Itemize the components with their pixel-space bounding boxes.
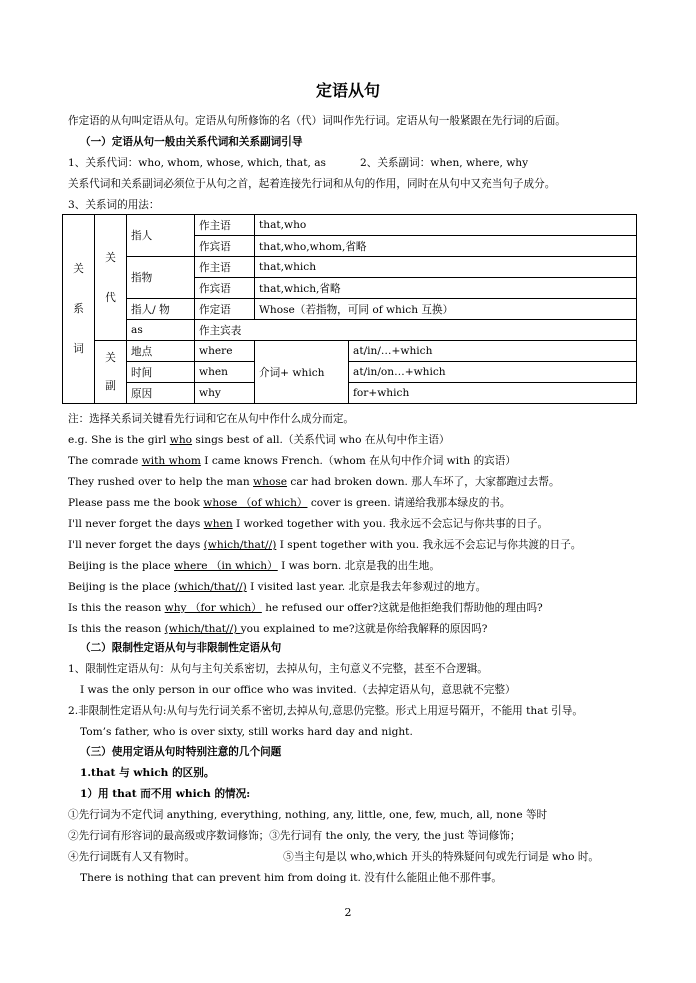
table-cell: that,who — [255, 215, 637, 236]
table-cell: 指人 — [127, 215, 195, 257]
table-cell: 原因 — [127, 383, 195, 404]
nonrestrictive-example: Tom’s father, who is over sixty, still works hard day and night. — [80, 726, 413, 738]
table-cell: Whose（若指物，可同 of which 互换） — [255, 299, 637, 320]
table-cell: that,which,省略 — [255, 278, 637, 299]
restrictive-clause-text: 1、限制性定语从句：从句与主句关系密切，去掉从句，主句意义不完整，甚至不合逻辑。 — [68, 663, 488, 675]
rule-item-line — [68, 850, 599, 864]
rule-item: ③先行词有 the only, the very, the just 等词修饰； — [269, 830, 521, 842]
section-heading-1: （一）定语从句一般由关系代词和关系副词引导 — [80, 136, 303, 148]
page-number: 2 — [344, 906, 352, 919]
rule-item: ⑤当主句是以 who,which 开头的特殊疑问句或先行词是 who 时。 — [283, 851, 600, 863]
table-cell: 指人/ 物 — [127, 299, 195, 320]
table-cell: as — [127, 320, 195, 341]
table-cell: 作宾语 — [195, 278, 255, 299]
restrictive-example: I was the only person in our office who was invited.（去掉定语从句，意思就不完整） — [80, 684, 516, 696]
relative-role-text: 关系代词和关系副词必须位于从句之首，起着连接先行词和从句的作用，同时在从句中又充当句子成分。 — [68, 178, 556, 190]
relative-pronouns: 1、关系代词：who, whom, whose, which, that, as — [68, 157, 326, 169]
table-row — [63, 257, 637, 278]
nonrestrictive-clause-text: 2.非限制性定语从句:从句与先行词关系不密切,去掉从句,意思仍完整。形式上用逗号隔开，不能用 that 引导。 — [68, 705, 583, 717]
relative-words-table — [62, 214, 637, 404]
table-cell: 作主宾表 — [195, 320, 637, 341]
group-relative-pronouns: 关 代 — [95, 215, 127, 341]
example-sentence: e.g. She is the girl who sings best of all.（关系代词 who 在从句中作主语） — [68, 434, 450, 446]
example-sentence: They rushed over to help the man whose car had broken down. 那人车坏了，大家都跑过去帮。 — [68, 476, 560, 488]
example-sentence: Please pass me the book whose （of which） cover is green. 请递给我那本绿皮的书。 — [68, 497, 511, 509]
rule-item-line — [68, 829, 520, 843]
section-heading-2: （二）限制性定语从句与非限制性定语从句 — [80, 642, 282, 654]
table-row — [63, 299, 637, 320]
example-sentence: I'll never forget the days when I worked together with you. 我永远不会忘记与你共事的日子。 — [68, 518, 549, 530]
table-row — [63, 383, 637, 404]
page-title: 定语从句 — [315, 81, 380, 100]
subheading-that-which: 1.that 与 which 的区别。 — [80, 767, 215, 779]
note-text: 注：选择关系词关键看先行词和它在从句中作什么成分而定。 — [68, 413, 355, 425]
table-cell: 时间 — [127, 362, 195, 383]
example-sentence: Is this the reason why （for which） he refused our offer?这就是他拒绝我们帮助他的理由吗? — [68, 602, 543, 614]
example-sentence: I'll never forget the days (which/that//) I spent together with you. 我永远不会忘记与你共渡的日子。 — [68, 539, 582, 551]
table-cell: why — [195, 383, 255, 404]
example-sentence: Is this the reason (which/that//) you explained to me?这就是你给我解释的原因吗? — [68, 623, 488, 635]
usage-label: 3、关系词的用法： — [68, 199, 160, 211]
table-cell: 指物 — [127, 257, 195, 299]
table-cell: when — [195, 362, 255, 383]
example-sentence: Beijing is the place where （in which） I was born. 北京是我的出生地。 — [68, 560, 440, 572]
rule-item: ②先行词有形容词的最高级或序数词修饰； — [68, 830, 270, 842]
table-cell: that,who,whom,省略 — [255, 236, 637, 257]
table-cell: at/in/on…+which — [349, 362, 637, 383]
section-heading-3: （三）使用定语从句时特别注意的几个问题 — [80, 746, 282, 758]
table-cell: 地点 — [127, 341, 195, 362]
table-cell: 作宾语 — [195, 236, 255, 257]
table-cell: 作主语 — [195, 215, 255, 236]
intro-text: 作定语的从句叫定语从句。定语从句所修饰的名（代）词叫作先行词。定语从句一般紧跟在先行词的后面。 — [68, 115, 566, 127]
table-row — [63, 362, 637, 383]
table-cell: where — [195, 341, 255, 362]
relative-pronouns-line — [68, 156, 528, 170]
example-sentence: Beijing is the place (which/that//) I visited last year. 北京是我去年参观过的地方。 — [68, 581, 487, 593]
table-row — [63, 320, 637, 341]
relative-adverbs: 2、关系副词：when, where, why — [359, 157, 529, 169]
group-relative-words: 关 系 词 — [63, 215, 95, 404]
subheading-use-that: 1）用 that 而不用 which 的情况: — [80, 788, 251, 800]
example-sentence: The comrade with whom I came knows French.（whom 在从句中作介词 with 的宾语） — [68, 455, 516, 467]
final-example: There is nothing that can prevent him from doing it. 没有什么能阻止他不那件事。 — [80, 872, 502, 884]
group-relative-adverbs: 关 副 — [95, 341, 127, 404]
rule-item: ①先行词为不定代词 anything, everything, nothing, any, little, one, few, much, all, none 等时 — [68, 809, 548, 821]
table-cell: at/in/…+which — [349, 341, 637, 362]
table-row — [63, 341, 637, 362]
rule-item: ④先行词既有人又有物时。 — [68, 851, 196, 863]
table-cell: that,which — [255, 257, 637, 278]
table-row — [63, 215, 637, 236]
table-cell: 作主语 — [195, 257, 255, 278]
table-cell: for+which — [349, 383, 637, 404]
table-cell: 作定语 — [195, 299, 255, 320]
table-cell: 介词+ which — [255, 341, 349, 404]
